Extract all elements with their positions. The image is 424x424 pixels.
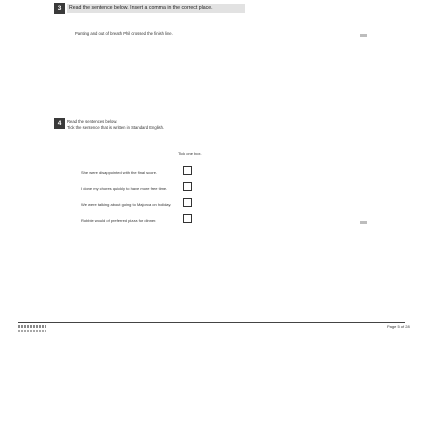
option-sentence-1: She were disappointed with the final score.	[81, 170, 158, 175]
question-4-number: 4	[54, 118, 65, 129]
question-4-instruction-line1: Read the sentences below.	[67, 119, 118, 124]
footer-copyright-text	[18, 325, 46, 328]
option-tickbox-3[interactable]	[183, 198, 192, 207]
tick-one-box-label: Tick one box.	[178, 151, 202, 156]
question-3-instruction: Read the sentence below. Insert a comma in the correct place.	[67, 4, 245, 13]
question-4-instruction-line2: Tick the sentence that is written in Standard English.	[67, 125, 165, 130]
option-sentence-2: I done my chores quickly to have more free time.	[81, 186, 168, 191]
option-tickbox-4[interactable]	[183, 214, 192, 223]
footer-copyright-subtext	[18, 330, 46, 332]
option-tickbox-2[interactable]	[183, 182, 192, 191]
question-4-mark-indicator	[360, 221, 367, 224]
option-sentence-3: We were talking about going to Majorca on holiday.	[81, 202, 172, 207]
question-3-sentence: Panting and out of breath Phil crossed the finish line.	[75, 31, 173, 36]
footer-rule	[18, 322, 405, 323]
question-3-number: 3	[54, 3, 65, 14]
page-number: Page 5 of 28	[387, 324, 410, 329]
option-tickbox-1[interactable]	[183, 166, 192, 175]
question-3-mark-indicator	[360, 34, 367, 37]
option-sentence-4: Robbie would of preferred pizza for dinner.	[81, 218, 157, 223]
